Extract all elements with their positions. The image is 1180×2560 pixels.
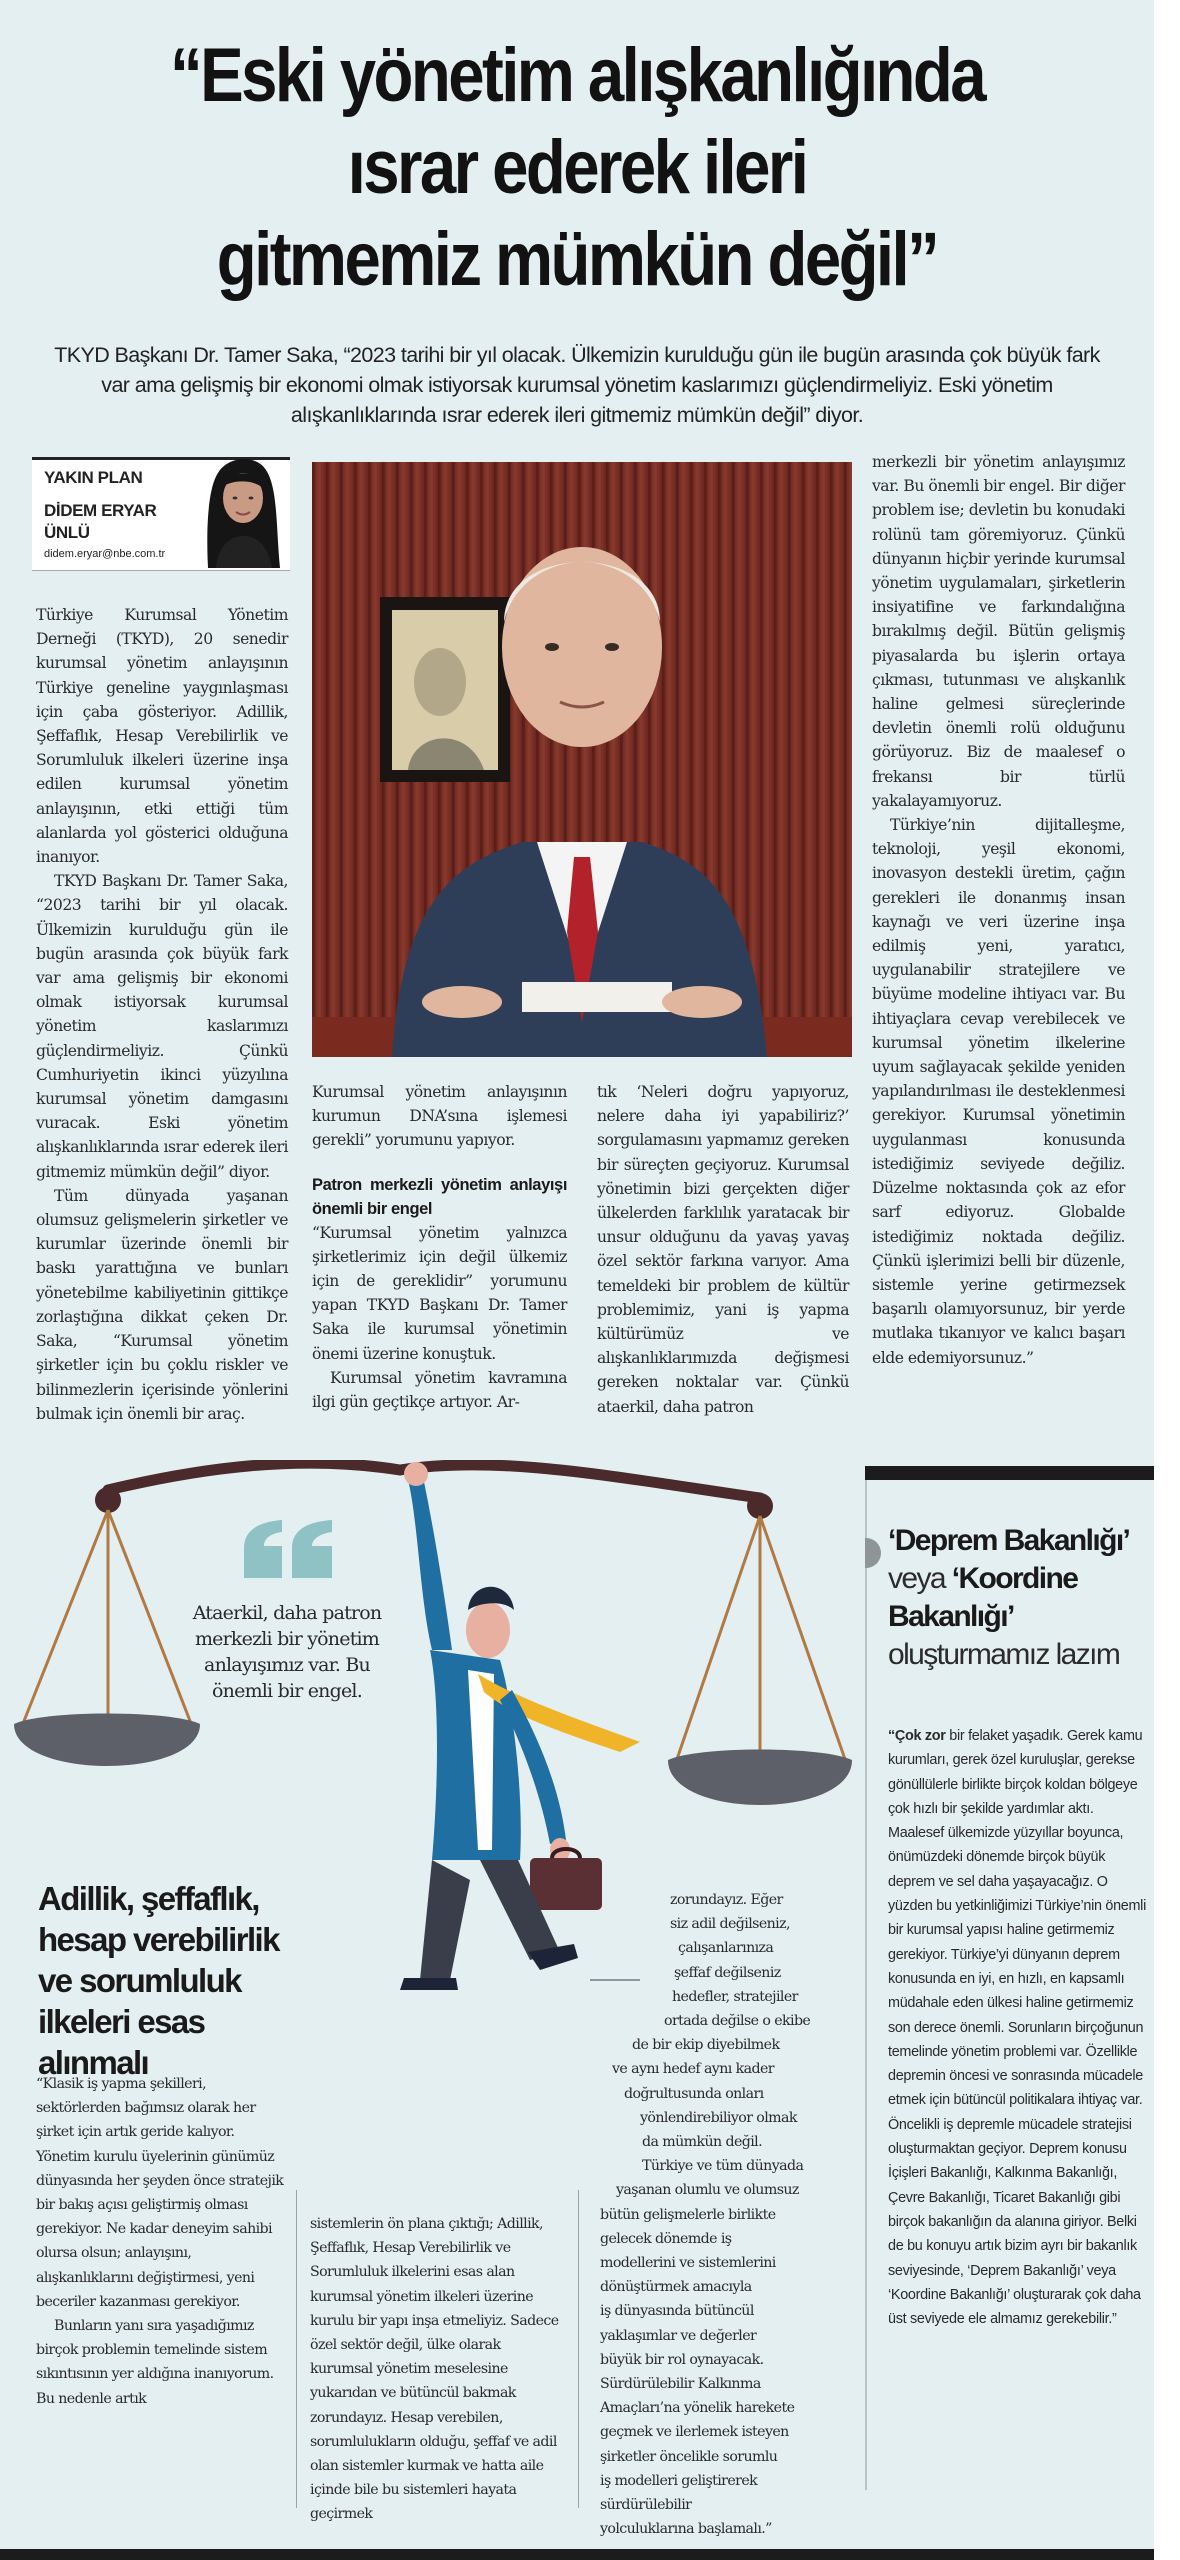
footer-bar [0,2549,1154,2560]
sidebar-title-part-2: veya [888,1562,945,1595]
wrap-line: bütün gelişmelerle birlikte [600,2206,776,2223]
wrap-line: sürdürülebilir [600,2497,692,2514]
headline-line-2: ısrar ederek ileri [347,125,807,210]
wrap-line: büyük bir rol oynayacak. [600,2351,764,2368]
wrap-line: Türkiye ve tüm dünyada [642,2158,804,2175]
section-heading: Adillik, şeffaflık, hesap verebilirlik ve sorumluluk ilkeleri esas alınmalı [38,1880,279,2081]
wrap-line: dönüştürmek amacıyla [600,2279,752,2296]
wrap-line: yaşanan olumlu ve olumsuz [616,2182,799,2199]
wrap-line: modellerini ve sistemlerini [600,2255,776,2272]
headline-line-3: gitmemiz mümkün değil” [216,217,938,302]
paragraph: sistemlerin ön plana çıktığı; Adillik, Şeffaflık, Hesap Verebilirlik ve Sorumluluk ilkelerini esas alan kurumsal yönetim ilkeleri üzerine kurulu bir yapı inşa etmeliyiz. Sadece özel sektör değil, ülke olarak kurumsal yönetim meselesine yukarıdan ve bütüncül bakmak zorundayız. Hesap verebilen, sorumlulukların olduğu, şeffaf ve adil olan sistemler kurmak ve hatta aile içinde bile bu sistemleri hayata geçirmek [310,2216,559,2523]
sidebar-title-part-1: ‘Deprem Bakanlığı’ [888,1524,1130,1557]
section2-column-c-wrap [600,1888,860,2541]
paragraph: tık ‘Neleri doğru yapıyoruz, nelere daha iyi yapabiliriz?’ sorgulamasını yapmamız gereken bir süreçten geçiyoruz. Kurumsal yönetimin bizi gerçekten diğer ülkelerden farklılık yaratacak bir unsur olduğunu da yavaş yavaş özel sektör farkına varıyor. Ama temeldeki bir problem de kültür problemimiz, yani iş yapma kültürümüz ve alışkanlıklarımızda değişmesi gereken noktalar var. Çünkü ataerkil, daha patron [597,1083,849,1416]
wrap-line: iş dünyasında bütüncül [600,2303,754,2320]
sidebar-top-bar [865,1466,1154,1480]
wrap-line: siz adil değilseniz, [670,1916,790,1933]
wrap-line: gelecek dönemde iş [600,2230,732,2247]
column-name: YAKIN PLAN [44,468,143,487]
wrap-line: yolculuklarına başlamalı.” [600,2521,772,2538]
sidebar-title-part-4: oluşturmamız lazım [888,1638,1120,1671]
column-divider [578,2190,579,2508]
paragraph: Türkiye Kurumsal Yönetim Derneği (TKYD), 20 senedir kurumsal yönetim anlayışının Türkiye geneline yaygınlaşması için çaba gösteriyor. Adillik, Şeffaflık, Hesap Verebilirlik ve Sorumluluk ilkeleri üzerine inşa edilen kurumsal yönetim anlayışının, etki ettiği tüm alanlarda yol gösterici olduğuna inanıyor. [36,606,288,867]
deck-summary: TKYD Başkanı Dr. Tamer Saka, “2023 tarihi bir yıl olacak. Ülkemizin kurulduğu gün ile bugün arasında çok büyük fark var ama gelişmiş bir ekonomi olmak istiyorsak kurumsal yönetim kaslarımızı güçlendirmeliyiz. Eski yönetim alışkanlıklarında ısrar ederek ileri gitmemiz mümkün değil” diyor. [54,343,1100,427]
sidebar-rule [865,1480,867,2490]
column-divider [296,2190,297,2508]
section2-column-a [36,2072,291,2411]
article-column-3 [597,1080,849,1419]
wrap-line: zorundayız. Eğer [670,1892,783,1908]
headline-line-1: “Eski yönetim alışkanlığında [169,33,985,118]
sidebar-title [888,1522,1150,1674]
paragraph: Kurumsal yönetim kavramına ilgi gün geçtikçe artıyor. Ar- [312,1368,567,1412]
paragraph: Bunların yanı sıra yaşadığımız birçok problemin temelinde sistem sıkıntısının yer aldığına inanıyorum. Bu nedenle artık [36,2318,274,2407]
wrap-line: Amaçları’na yönelik harekete [600,2400,795,2417]
sidebar-lead-bold: “Çok zor [888,1728,946,1744]
sidebar-body [888,1724,1150,2331]
paragraph: Türkiye’nin dijitalleşme, teknoloji, yeşil ekonomi, inovasyon destekli üretim, çağın gerekleri ile donanmış insan kaynağı ve veri üzerine inşa edilmiş yeni, yaratıcı, uygulanabilir stratejilere ve büyüme modeline ihtiyacı var. Bu ihtiyaçlara cevap verebilecek ve kurumsal yönetim ilkelerine uyum sağlayacak şekilde yeniden yapılandırılması ile desteklenmesi gerekiyor. Kurumsal yönetimin uygulanması konusunda istediğimiz seviyede değiliz. Düzelme noktasında çok az efor sarf ediyoruz. Globalde istediğimiz noktada değiliz. Çünkü işlerimizi belli bir düzenle, sistemle yerine getirmezsek başarılı olamıyorsunuz, bir yerde mutlaka tıkanıyor ve kalıcı başarı elde edemiyorsunuz.” [872,816,1125,1367]
pull-quote: Ataerkil, daha patron merkezli bir yönetim anlayışımız var. Bu önemli bir engel. [192,1602,382,1702]
article-column-1 [36,603,288,1426]
subheading: Patron merkezli yönetim anlayışı önemli bir engel [312,1175,567,1218]
sidebar-title-part-3: ‘Koordine Bakanlığı’ [888,1562,1078,1633]
author-byline [32,457,290,571]
article-column-4 [872,450,1125,1370]
wrap-line: iş modelleri geliştirerek [600,2472,758,2489]
wrap-line: ortada değilse o ekibe [664,2013,811,2030]
wrap-line: da mümkün değil. [642,2134,763,2151]
wrap-line: doğrultusunda onları [624,2085,764,2102]
paragraph: Kurumsal yönetim anlayışının kurumun DNA’sına işlemesi gerekli” yorumunu yapıyor. [312,1083,567,1150]
sidebar-body-text: bir felaket yaşadık. Gerek kamu kurumları, gerek özel kuruluşlar, gerekse gönüllülerle birlikte birçok koldan bölgeye çok hızlı bir şekilde yardımlar aktı. Maalesef ülkemizde yüzyıllar boyunca, önümüzdeki dönemde birçok büyük deprem ve sel daha yaşayacağız. O yüzden bu yetkinliğimizi Türkiye’nin önemli bir kurumsal yapısı haline getirmemiz gerekiyor. Türkiye’yi dünyanın deprem konusunda en iyi, en hızlı, en kapsamlı müdahale eden ülkesi haline getirmemiz son derece önemli. Sorunların birçoğunun temelinde yönetim problemi var. Özellikle depremin öncesi ve sonrasında mücadele etmek için bütüncül politikalara ihtiyaç var. Öncelikli iş depremle mücadele stratejisi oluşturmaktan geçiyor. Deprem konusu İçişleri Bakanlığı, Kalkınma Bakanlığı, Çevre Bakanlığı, Ticaret Bakanlığı gibi birçok bakanlığın da alanına giriyor. Belki de bu konuyu artık bizim ayrı bir bakanlık seviyesinde, ‘Deprem Bakanlığı’ veya ‘Koordine Bakanlığı’ oluşturarak çok daha üst seviyede ele almamız gerekebilir.” [888,1728,1146,2328]
wrap-line: çalışanlarınıza [678,1940,774,1957]
wrap-line: hedefler, stratejiler [672,1988,798,2005]
paragraph: merkezli bir yönetim anlayışımız var. Bu önemli bir engel. Bir diğer problem ise; devletin bu konudaki rolünü tam göremiyoruz. Çünkü dünyanın hiçbir yerinde kurumsal yönetim uygulamaları, şirketlerin insiyatifine ve farkındalığına bırakılmış değil. Bütün gelişmiş piyasalarda bu işlerin ortaya çıkması, tutunması ve alışkanlık haline gelmesi süreçlerinde devletin önemli rolü olduğunu görüyoruz. Biz de maalesef o frekansı bir türlü yakalayamıyoruz. [872,453,1125,810]
author-name: DİDEM ERYAR ÜNLÜ [44,501,157,542]
wrap-line: şirketler öncelikle sorumlu [600,2448,778,2465]
headline [89,30,1064,306]
paragraph: “Kurumsal yönetim yalnızca şirketlerimiz için değil ülkemiz için de gereklidir” yorumunu yapan TKYD Başkanı Dr. Tamer Saka ile kurumsal yönetimin önemi üzerine konuştuk. [312,1223,567,1363]
article-column-2 [312,1080,567,1414]
sidebar-bullet-icon [865,1538,881,1568]
wrap-line: Sürdürülebilir Kalkınma [600,2376,761,2393]
wrap-line: geçmek ve ilerlemek isteyen [600,2424,789,2441]
author-email[interactable]: didem.eryar@nbe.com.tr [44,548,166,560]
wrap-line: de bir ekip diyebilmek [632,2037,780,2054]
paragraph: TKYD Başkanı Dr. Tamer Saka, “2023 tarihi bir yıl olacak. Ülkemizin kurulduğu gün ile bugün arasında çok büyük fark var ama gelişmiş bir ekonomi olmak istiyorsak kurumsal yönetim kaslarımızı güçlendirmeliyiz. Çünkü Cumhuriyetin ikinci yüzyılına kurumsal yönetim damgasını vuracak. Eski yönetim alışkanlıklarında ısrar ederek ileri gitmemiz mümkün değil” diyor. [36,872,288,1181]
wrap-line: şeffaf değilseniz [674,1964,781,1981]
paragraph: Tüm dünyada yaşanan olumsuz gelişmelerin şirketler ve kurumlar üzerinde önemli bir baskı yarattığına ve bunları yönetebilme kabiliyetinin gittikçe zorlaştığına dikkat çeken Dr. Saka, “Kurumsal yönetim şirketler için bu çoklu riskler ve bilinmezlerin içerisinde yönlerini bulmak için önemli bir araç. [36,1186,288,1423]
wrap-line: ve aynı hedef aynı kader [612,2061,774,2078]
interviewee-photo [312,462,852,1057]
wrap-line: yaklaşımlar ve değerler [600,2327,757,2344]
author-avatar [188,448,288,568]
wrap-line: yönlendirebiliyor olmak [640,2109,797,2126]
section2-column-b [310,2212,565,2527]
quote-mark-icon [238,1518,338,1578]
paragraph: “Klasik iş yapma şekilleri, sektörlerden bağımsız olarak her şirket için artık geride kalıyor. Yönetim kurulu üyelerinin günümüz dünyasında her şeyden önce stratejik bir bakış açısı geliştirmiş olması gerekiyor. Ne kadar deneyim sahibi olursa olsun; anlayışını, alışkanlıklarını değiştirmesi, yeni beceriler kazanması gerekiyor. [36,2076,284,2310]
